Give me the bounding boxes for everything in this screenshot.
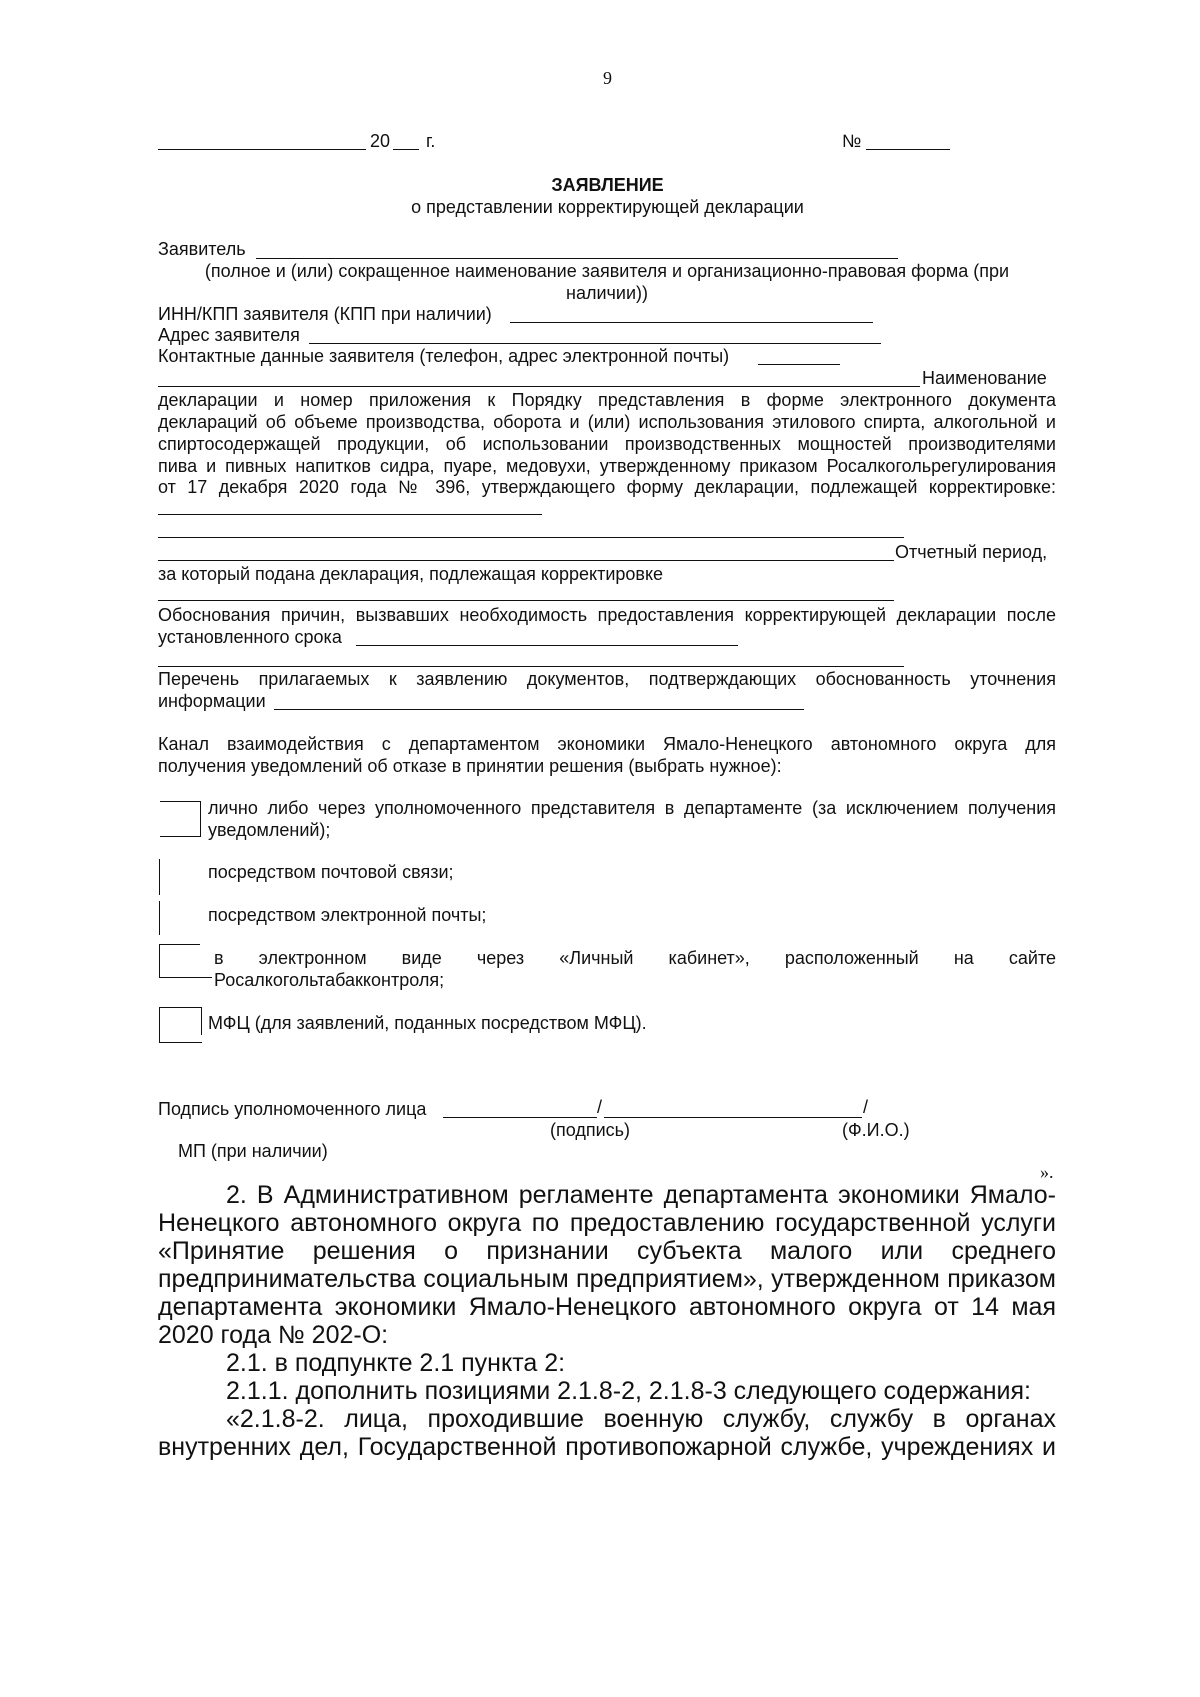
body-p4-line-2: внутренних дел, Государственной противопожарной службе, учреждениях и (158, 1433, 1056, 1461)
option-personal-text-2: уведомлений); (208, 820, 331, 840)
declaration-name-blank (158, 386, 920, 387)
body-p1-line-4: предпринимательства социальным предприятием», утвержденном приказом (158, 1265, 1056, 1293)
body-p1-line-2: Ненецкого автономного округа по предоставлению государственной услуги (158, 1209, 1056, 1237)
name-hint: (Ф.И.О.) (842, 1120, 910, 1140)
option-email-text: посредством электронной почты; (208, 905, 487, 925)
option-personal-text-1: лично либо через уполномоченного представителя в департаменте (за исключением получения (208, 798, 1056, 818)
signature-blank (443, 1117, 597, 1118)
contacts-blank (758, 364, 840, 365)
reasons-blank-2 (158, 666, 904, 667)
applicant-blank (256, 258, 898, 259)
option-email-checkbox[interactable] (159, 901, 160, 935)
applicant-label: Заявитель (158, 239, 246, 259)
document-title: ЗАЯВЛЕНИЕ (551, 175, 664, 195)
body-p4-line-1: «2.1.8-2. лица, проходившие военную службу, службу в органах (226, 1405, 1056, 1433)
body-p2: 2.1. в подпункте 2.1 пункта 2: (226, 1349, 566, 1377)
signature-hint: (подпись) (550, 1120, 631, 1140)
option-cabinet-checkbox[interactable] (159, 944, 200, 978)
period-text: за который подана декларация, подлежащая корректировке (158, 564, 664, 584)
declaration-blank-2 (158, 537, 904, 538)
inn-label: ИНН/КПП заявителя (КПП при наличии) (158, 304, 492, 324)
declaration-text-2: деклараций об объеме производства, оборота и (или) использования этилового спирта, алкогольной и (158, 412, 1056, 432)
declaration-text-5: от 17 декабря 2020 года № 396, утверждающего форму декларации, подлежащей корректировке: (158, 477, 1056, 497)
inn-blank (510, 322, 873, 323)
reasons-text-2: установленного срока (158, 627, 342, 647)
contacts-label: Контактные данные заявителя (телефон, адрес электронной почты) (158, 346, 730, 366)
body-p1-line-3: «Принятие решения о признании субъекта малого или среднего (158, 1237, 1056, 1265)
name-blank (604, 1117, 862, 1118)
body-p1-line-6: 2020 года № 202-О: (158, 1321, 389, 1349)
declaration-text-3: спиртосодержащей продукции, об использовании производственных мощностей производителями (158, 434, 1056, 454)
option-personal-checkbox[interactable] (160, 801, 201, 837)
signature-label: Подпись уполномоченного лица (158, 1099, 427, 1119)
declaration-blank-1 (158, 514, 542, 515)
channel-text-1: Канал взаимодействия с департаментом экономики Ямало-Ненецкого автономного округа для (158, 734, 1056, 754)
closing-quote: ». (1040, 1162, 1054, 1182)
address-blank (309, 343, 881, 344)
signature-slash-1: / (597, 1097, 603, 1117)
body-p1-line-5: департамента экономики Ямало-Ненецкого автономного округа от 14 мая (158, 1293, 1056, 1321)
option-cabinet-text-2: Росалкогольтабакконтроля; (214, 970, 445, 990)
year-prefix: 20 (370, 131, 391, 151)
number-blank (866, 149, 950, 150)
declaration-name-label: Наименование (922, 368, 1047, 388)
documents-text-1: Перечень прилагаемых к заявлению документов, подтверждающих обоснованность уточнения (158, 669, 1056, 689)
number-sign: № (842, 131, 862, 151)
option-mfc-checkbox-edge (201, 1007, 202, 1035)
applicant-hint-2: наличии)) (566, 283, 648, 303)
period-blank (158, 560, 894, 561)
option-post-checkbox[interactable] (159, 859, 160, 895)
documents-text-2: информации (158, 691, 266, 711)
option-cabinet-tail (199, 977, 212, 978)
signature-slash-2: / (863, 1097, 869, 1117)
body-p1-line-1: 2. В Административном регламенте департамента экономики Ямало- (226, 1181, 1056, 1209)
year-blank (393, 149, 419, 150)
stamp-label: МП (при наличии) (178, 1141, 328, 1161)
channel-text-2: получения уведомлений об отказе в принятии решения (выбрать нужное): (158, 756, 782, 776)
reasons-text-1: Обоснования причин, вызвавших необходимость предоставления корректирующей декларации после (158, 605, 1056, 625)
period-label: Отчетный период, (895, 542, 1048, 562)
documents-blank (274, 709, 804, 710)
option-cabinet-text-1: в электронном виде через «Личный кабинет», расположенный на сайте (214, 948, 1056, 968)
address-label: Адрес заявителя (158, 325, 300, 345)
declaration-text-1: декларации и номер приложения к Порядку представления в форме электронного документа (158, 390, 1056, 410)
reasons-blank (356, 645, 738, 646)
year-suffix: г. (426, 131, 436, 151)
option-mfc-text: МФЦ (для заявлений, поданных посредством МФЦ). (208, 1013, 647, 1033)
period-blank-2 (158, 600, 894, 601)
option-post-text: посредством почтовой связи; (208, 862, 454, 882)
page-number: 9 (603, 68, 612, 88)
declaration-text-4: пива и пивных напитков сидра, пуаре, медовухи, утвержденному приказом Росалкогольрегулирования (158, 456, 1056, 476)
body-p3: 2.1.1. дополнить позициями 2.1.8-2, 2.1.8-3 следующего содержания: (226, 1377, 1031, 1405)
applicant-hint-1: (полное и (или) сокращенное наименование заявителя и организационно-правовая форма (при (204, 261, 1010, 281)
date-blank (158, 149, 366, 150)
document-subtitle: о представлении корректирующей декларации (411, 197, 804, 217)
option-mfc-checkbox[interactable] (159, 1007, 202, 1043)
